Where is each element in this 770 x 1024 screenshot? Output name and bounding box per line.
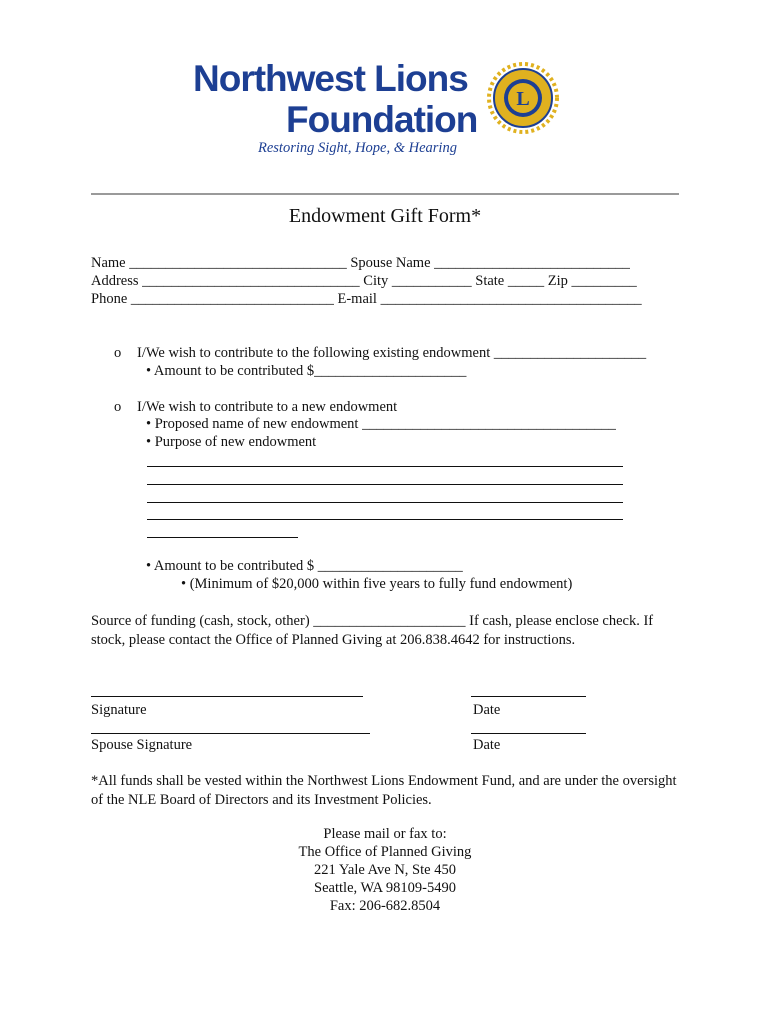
spouse-signature-label: Spouse Signature xyxy=(91,737,193,753)
mailing-line-5: Fax: 206-682.8504 xyxy=(329,898,441,914)
header-divider xyxy=(91,193,679,195)
funding-source[interactable]: Source of funding (cash, stock, other) _____________________ If cash, please enclose check. If stock, please contact the Office of Planned Giving at 206.838.4642 for instructions. xyxy=(91,613,654,648)
spouse-signature-line[interactable] xyxy=(91,733,370,734)
option-2-purpose-label: • Purpose of new endowment xyxy=(146,434,317,450)
address-row[interactable]: Address ______________________________ City ___________ State _____ Zip _________ xyxy=(91,273,637,289)
mailing-line-3: 221 Yale Ave N, Ste 450 xyxy=(314,862,456,878)
form-title: Endowment Gift Form* xyxy=(288,205,482,227)
logo-title-line1: Northwest Lions xyxy=(193,58,468,99)
option-2-checkbox[interactable]: o xyxy=(114,399,122,415)
footnote: *All funds shall be vested within the Northwest Lions Endowment Fund, and are under the oversight of the NLE Board of Directors and its Investment Policies. xyxy=(91,773,677,808)
purpose-line[interactable] xyxy=(147,519,623,520)
option-2-minimum-note: • (Minimum of $20,000 within five years to fully fund endowment) xyxy=(181,576,573,592)
date-line[interactable] xyxy=(471,696,586,697)
option-1-amount[interactable]: • Amount to be contributed $_____________________ xyxy=(146,363,467,379)
signature-line[interactable] xyxy=(91,696,363,697)
signature-label: Signature xyxy=(91,702,147,718)
purpose-line[interactable] xyxy=(147,502,623,503)
purpose-line[interactable] xyxy=(147,466,623,467)
logo-tagline: Restoring Sight, Hope, & Hearing xyxy=(258,140,457,156)
name-spouse-row[interactable]: Name ______________________________ Spouse Name ___________________________ xyxy=(91,255,630,271)
option-1-checkbox[interactable]: o xyxy=(114,345,122,361)
purpose-line[interactable] xyxy=(147,537,298,538)
option-1-text[interactable]: I/We wish to contribute to the following existing endowment _____________________ xyxy=(137,345,647,361)
mailing-line-4: Seattle, WA 98109-5490 xyxy=(314,880,456,896)
option-2-amount[interactable]: • Amount to be contributed $ ____________________ xyxy=(146,558,463,574)
mailing-line-1: Please mail or fax to: xyxy=(323,826,447,842)
lions-emblem-icon xyxy=(485,62,561,134)
logo-title-line2: Foundation xyxy=(286,99,478,140)
date-label: Date xyxy=(473,702,501,718)
option-2-text: I/We wish to contribute to a new endowment xyxy=(137,399,398,415)
phone-email-row[interactable]: Phone ____________________________ E-mail ____________________________________ xyxy=(91,291,642,307)
mailing-line-2: The Office of Planned Giving xyxy=(298,844,472,860)
spouse-date-label: Date xyxy=(473,737,501,753)
lions-emblem-letter: L xyxy=(516,88,530,110)
spouse-date-line[interactable] xyxy=(471,733,586,734)
option-2-proposed-name[interactable]: • Proposed name of new endowment ___________________________________ xyxy=(146,416,616,432)
purpose-line[interactable] xyxy=(147,484,623,485)
